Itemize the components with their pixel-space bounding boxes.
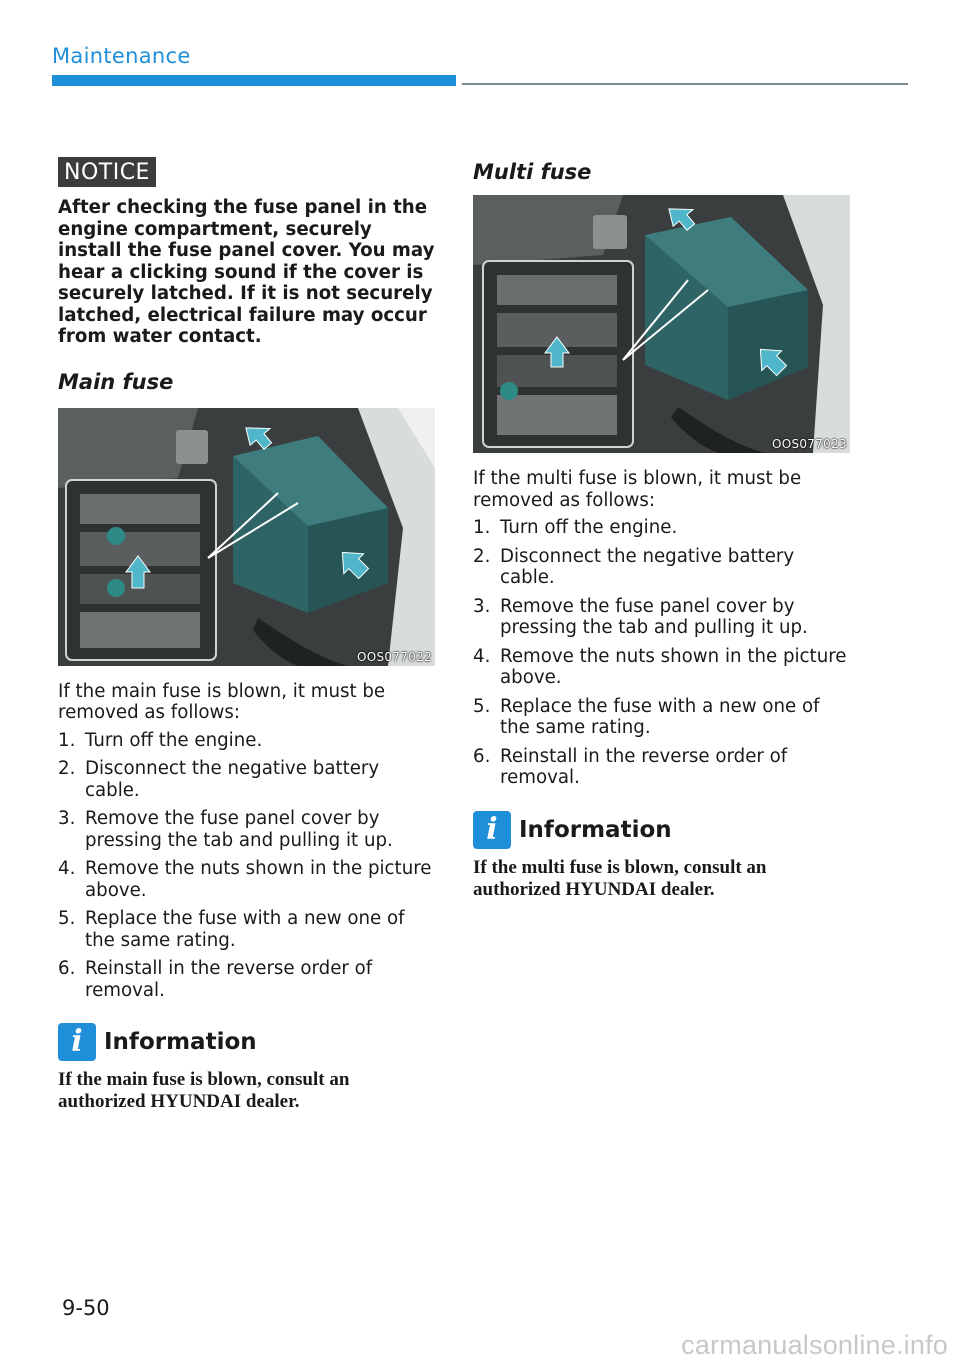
info-icon: i xyxy=(58,1023,96,1061)
engine-bay-illustration xyxy=(58,408,435,666)
header-rule-divider xyxy=(462,83,908,85)
header-rule-accent xyxy=(52,75,456,86)
list-item: 5. Replace the fuse with a new one of the same rating. xyxy=(473,695,820,738)
info-text-multi: If the multi fuse is blown, consult an authorized HYUNDAI dealer. xyxy=(473,856,767,900)
list-item: 5. Replace the fuse with a new one of the same rating. xyxy=(58,908,405,951)
watermark: carmanualsonline.info xyxy=(681,1330,948,1360)
main-fuse-title: Main fuse xyxy=(58,369,174,394)
list-item: 6. Reinstall in the reverse order of removal. xyxy=(473,745,788,788)
info-title: Information xyxy=(519,816,672,843)
info-header-main xyxy=(58,1023,438,1061)
list-item: 3. Remove the fuse panel cover by pressing the tab and pulling it up. xyxy=(473,595,808,638)
main-fuse-intro: If the main fuse is blown, it must be removed as follows: xyxy=(58,680,386,723)
info-header-multi xyxy=(473,811,853,849)
info-text-main: If the main fuse is blown, consult an authorized HYUNDAI dealer. xyxy=(58,1069,350,1112)
list-item: 4. Remove the nuts shown in the picture above. xyxy=(58,858,432,901)
list-item: 3. Remove the fuse panel cover by pressing the tab and pulling it up. xyxy=(58,808,393,851)
figure-code-multi: OOS077023 xyxy=(771,437,847,451)
list-item: 2. Disconnect the negative battery cable. xyxy=(473,545,795,588)
list-item: 6. Reinstall in the reverse order of removal. xyxy=(58,958,373,1001)
notice-badge: NOTICE xyxy=(58,157,156,187)
main-fuse-figure xyxy=(58,408,435,666)
left-column xyxy=(58,157,438,1113)
list-item: 1. Turn off the engine. xyxy=(58,729,263,751)
multi-fuse-intro: If the multi fuse is blown, it must be removed as follows: xyxy=(473,468,802,511)
notice-text: After checking the fuse panel in the engine compartment, securely install the fuse panel cover. You may hear a clicking sound if the cover is securely latched. If it is not securely latched, electrical failure may occur from water contact. xyxy=(58,197,435,347)
page-number: 9-50 xyxy=(62,1296,110,1320)
multi-fuse-figure xyxy=(473,195,850,453)
info-icon: i xyxy=(473,811,511,849)
figure-code-main: OOS077022 xyxy=(356,649,432,664)
list-item: 1. Turn off the engine. xyxy=(473,517,678,538)
right-column xyxy=(473,157,853,901)
info-title: Information xyxy=(104,1029,257,1055)
multi-fuse-title: Multi fuse xyxy=(473,160,592,184)
main-fuse-steps xyxy=(58,730,438,1002)
list-item: 2. Disconnect the negative battery cable. xyxy=(58,758,380,801)
list-item: 4. Remove the nuts shown in the picture above. xyxy=(473,645,847,688)
multi-fuse-steps xyxy=(473,517,853,789)
engine-bay-illustration xyxy=(473,195,850,453)
section-header: Maintenance xyxy=(52,44,191,68)
